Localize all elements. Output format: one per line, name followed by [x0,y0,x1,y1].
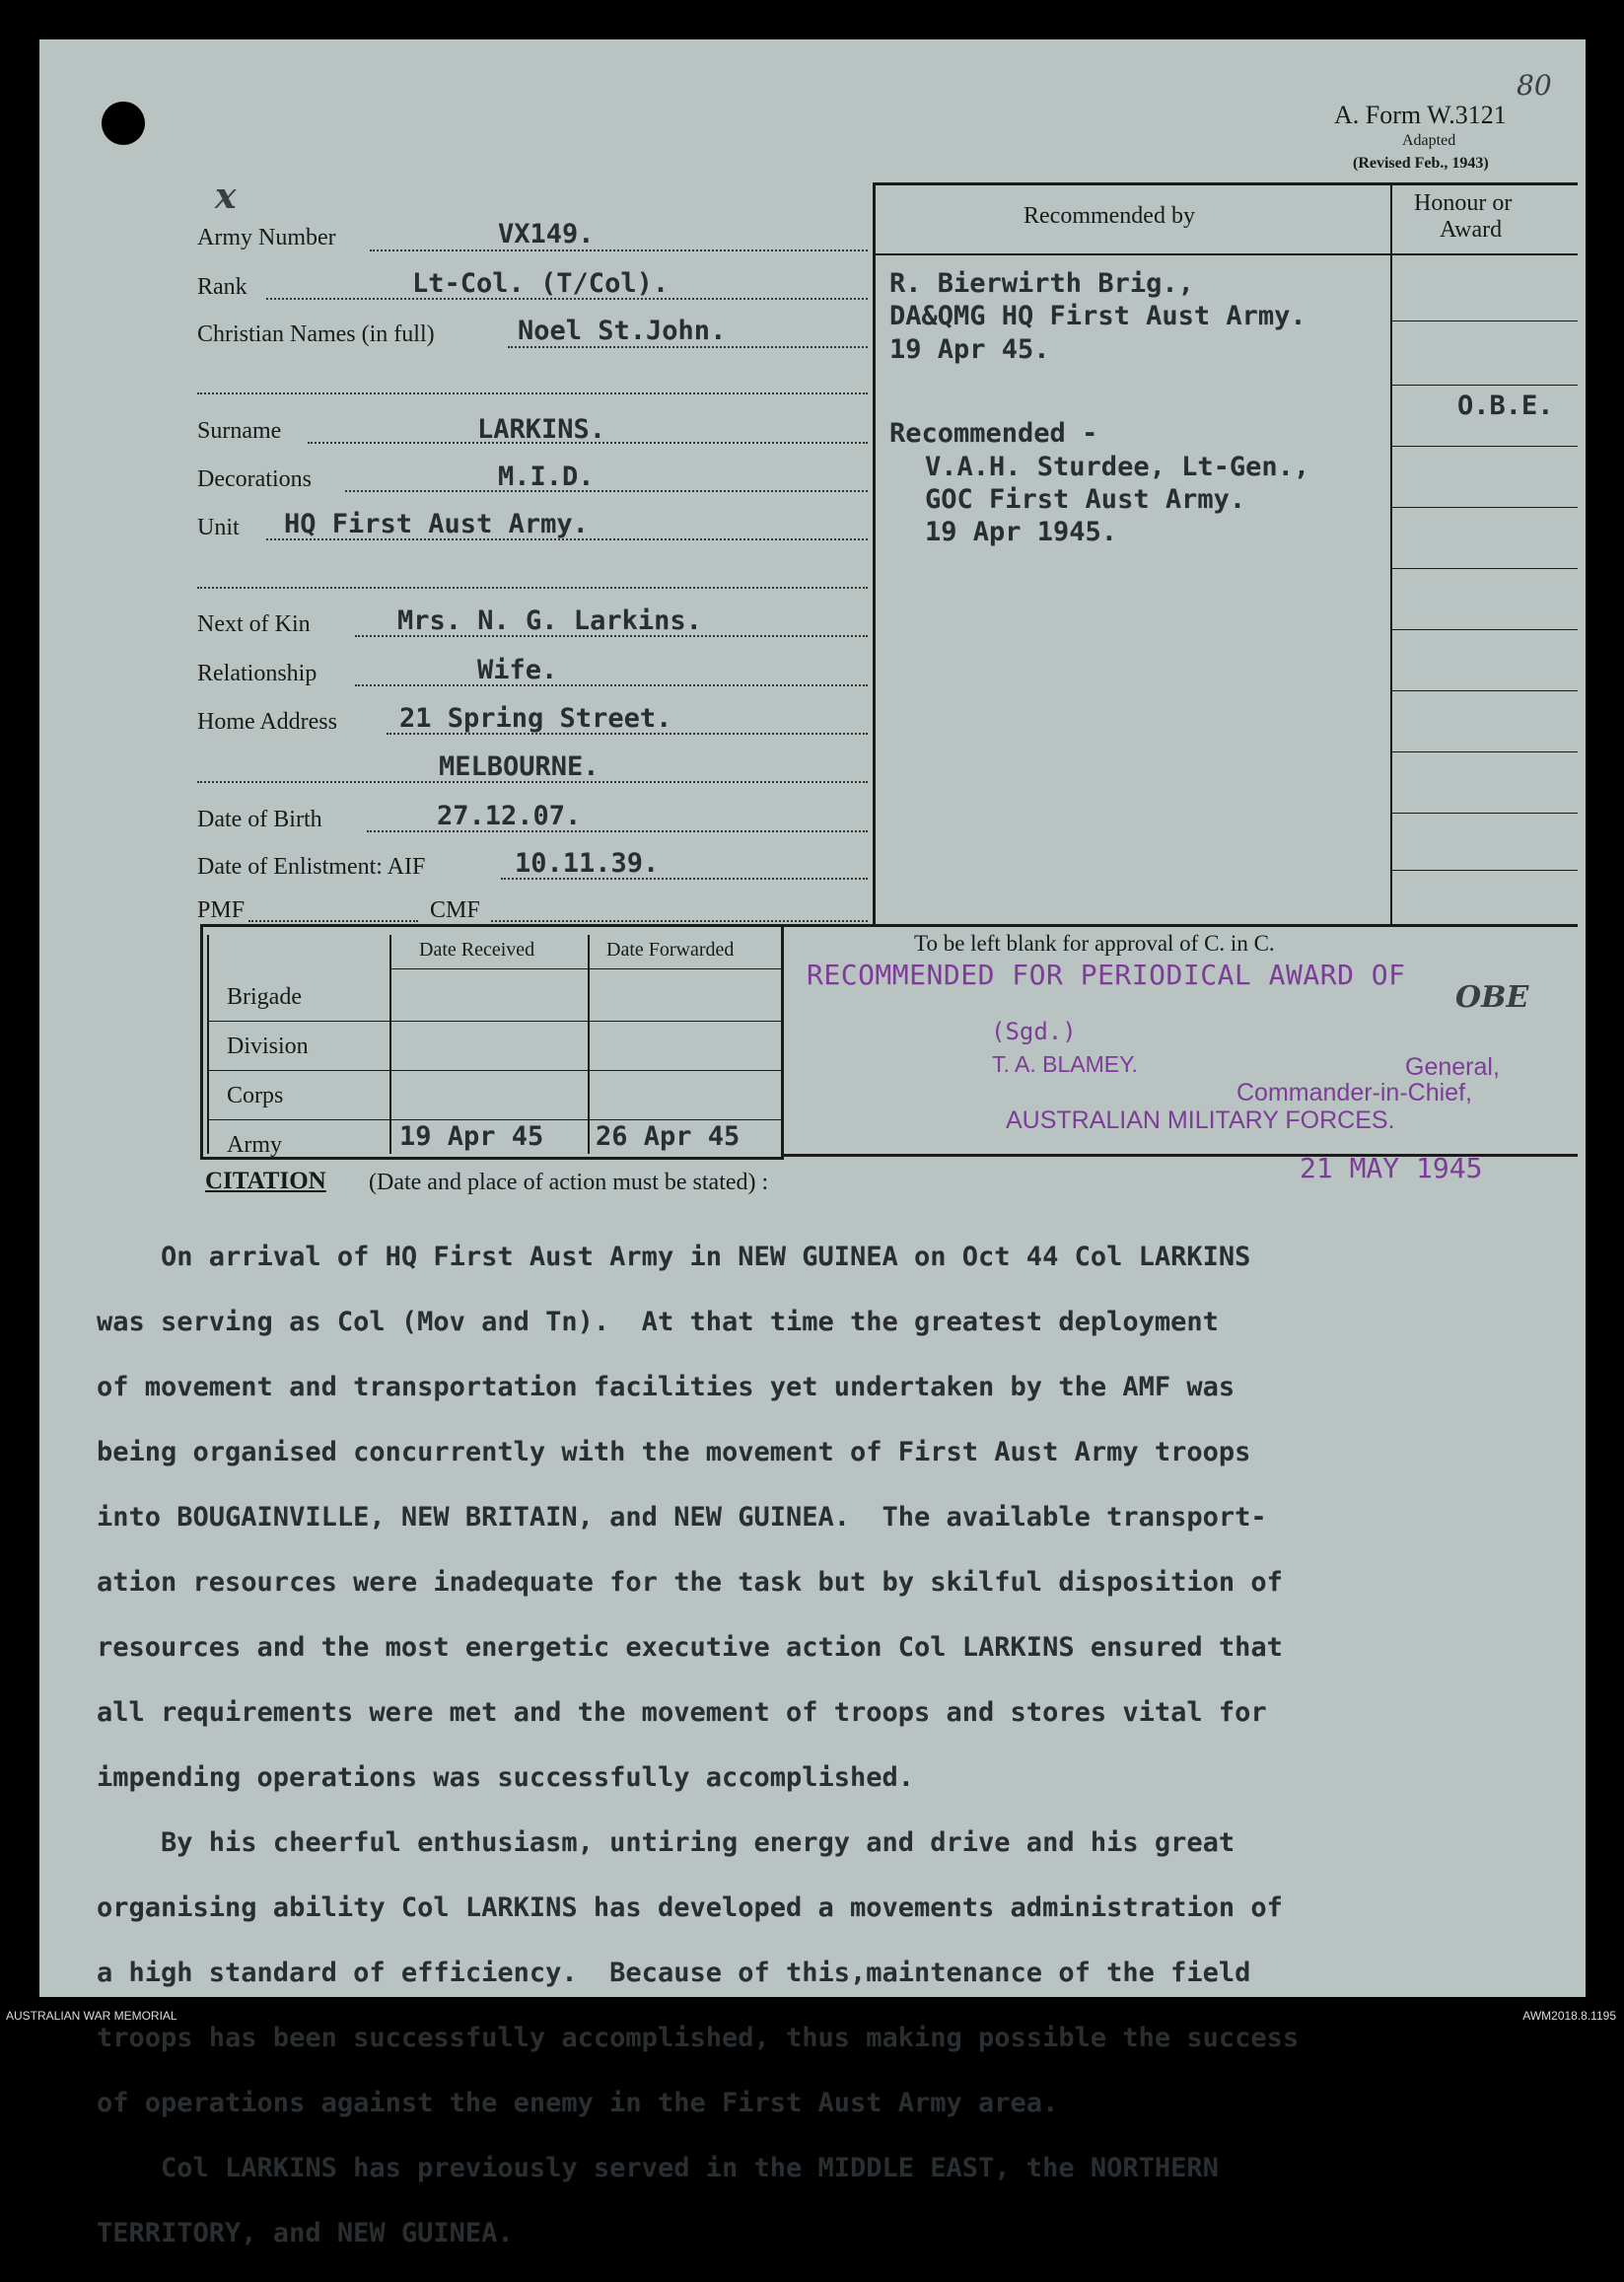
value-relationship: Wife. [477,655,558,685]
citation-line: On arrival of HQ First Aust Army in NEW GUINEA on Oct 44 Col LARKINS [97,1242,1251,1272]
box-row-line [1390,568,1578,569]
header-recommended-by: Recommended by [1024,203,1195,229]
footer-left: AUSTRALIAN WAR MEMORIAL [6,2009,177,2023]
approval-award-handwritten: OBE [1455,980,1529,1015]
box-row-line [1390,385,1578,386]
label-christian-names: Christian Names (in full) [197,321,435,347]
recommender-1-line2: DA&QMG HQ First Aust Army. [889,301,1306,331]
box-row-line [1390,507,1578,508]
header-honour-or: Honour or [1414,190,1513,216]
dotted-line [197,587,868,589]
label-surname: Surname [197,418,282,444]
label-home-address: Home Address [197,709,337,735]
value-army-number: VX149. [498,219,595,250]
recommender-1-line1: R. Bierwirth Brig., [889,268,1194,299]
box-header-underline [873,253,1578,255]
box-row-line [1390,629,1578,630]
table-row-line [207,1119,784,1120]
label-decorations: Decorations [197,466,312,492]
citation-line: was serving as Col (Mov and Tn). At that time the greatest deployment [97,1307,1219,1337]
label-cmf: CMF [430,897,480,923]
label-date-of-enlistment: Date of Enlistment: AIF [197,854,426,880]
table-row-line [207,1070,784,1071]
label-army-number: Army Number [197,225,336,250]
citation-line: being organised concurrently with the movement of First Aust Army troops [97,1437,1251,1467]
approval-stamp-line: RECOMMENDED FOR PERIODICAL AWARD OF [807,959,1406,991]
citation-line: a high standard of efficiency. Because of this,maintenance of the field [97,1958,1251,1988]
value-rank: Lt-Col. (T/Col). [412,268,670,299]
approval-signatory-role: Commander-in-Chief, [1236,1079,1472,1106]
form-adapted: Adapted [1402,132,1456,149]
value-surname: LARKINS. [477,414,606,445]
citation-line: of operations against the enemy in the First Aust Army area. [97,2088,1059,2118]
value-date-of-enlistment: 10.11.39. [515,848,660,879]
handwritten-mark: x [215,176,237,217]
label-next-of-kin: Next of Kin [197,611,311,637]
citation-line: ation resources were inadequate for the task but by skilful disposition of [97,1567,1283,1598]
page-number: 80 [1517,69,1552,102]
dotted-line [248,920,418,922]
value-home-address-line1: 21 Spring Street. [399,703,672,734]
approval-sgd: (Sgd.) [991,1018,1077,1045]
army-date-forwarded: 26 Apr 45 [596,1121,741,1152]
recommender-2-line2: V.A.H. Sturdee, Lt-Gen., [925,452,1310,482]
box-row-line [1390,690,1578,691]
label-relationship: Relationship [197,661,318,686]
dotted-line [508,346,868,348]
label-unit: Unit [197,515,240,540]
box-row-line [1390,870,1578,871]
award-value: O.B.E. [1457,391,1554,421]
value-christian-names: Noel St.John. [518,316,727,346]
row-label-division: Division [227,1034,309,1059]
citation-heading: CITATION [205,1168,326,1194]
dotted-line [370,250,868,251]
label-pmf: PMF [197,897,246,923]
row-label-brigade: Brigade [227,984,302,1010]
citation-line: Col LARKINS has previously served in the MIDDLE EAST, the NORTHERN [97,2153,1219,2183]
value-home-address-line2: MELBOURNE. [439,751,600,782]
citation-line: into BOUGAINVILLE, NEW BRITAIN, and NEW GUINEA. The available transport- [97,1502,1267,1533]
label-rank: Rank [197,274,247,300]
header-date-forwarded: Date Forwarded [606,939,735,961]
header-award: Award [1440,217,1503,243]
recommender-2-line3: GOC First Aust Army. [925,484,1246,515]
value-unit: HQ First Aust Army. [284,509,589,539]
value-decorations: M.I.D. [498,462,595,492]
recommender-2-line1: Recommended - [889,418,1098,449]
value-date-of-birth: 27.12.07. [437,801,582,831]
box-row-line [1390,813,1578,814]
label-date-of-birth: Date of Birth [197,807,322,832]
approval-date-stamp: 21 MAY 1945 [1300,1152,1483,1184]
row-label-corps: Corps [227,1083,284,1108]
box-row-line [1390,751,1578,752]
dotted-line [197,392,868,394]
approval-title: To be left blank for approval of C. in C. [914,931,1275,956]
header-date-received: Date Received [419,939,535,961]
army-date-received: 19 Apr 45 [399,1121,544,1152]
footer-right: AWM2018.8.1195 [1522,2009,1616,2023]
citation-line: impending operations was successfully accomplished. [97,1762,915,1793]
recommender-1-line3: 19 Apr 45. [889,334,1050,365]
table-row-line [389,968,784,969]
citation-line: organising ability Col LARKINS has developed a movements administration of [97,1892,1283,1923]
approval-signatory-force: AUSTRALIAN MILITARY FORCES. [1006,1106,1395,1134]
punch-hole [102,102,145,145]
citation-line: troops has been successfully accomplished, thus making possible the success [97,2023,1300,2053]
citation-line: of movement and transportation facilities yet undertaken by the AMF was [97,1372,1236,1402]
citation-instruction: (Date and place of action must be stated) : [369,1170,769,1195]
dotted-line [345,490,868,492]
approval-signatory-name: T. A. BLAMEY. [992,1051,1138,1077]
table-inner-border [207,935,209,1154]
citation-line: TERRITORY, and NEW GUINEA. [97,2218,514,2248]
row-label-army: Army [227,1132,282,1158]
approval-signatory-rank: General, [1405,1053,1500,1081]
table-row-line [207,1021,784,1022]
value-next-of-kin: Mrs. N. G. Larkins. [397,606,702,636]
citation-text [97,1208,1576,2282]
recommender-2-line4: 19 Apr 1945. [925,517,1118,547]
form-revised: (Revised Feb., 1943) [1353,155,1489,172]
citation-line: resources and the most energetic executive action Col LARKINS ensured that [97,1632,1283,1663]
citation-line: By his cheerful enthusiasm, untiring energy and drive and his great [97,1827,1236,1858]
dotted-line [491,920,868,922]
citation-line: all requirements were met and the movement of troops and stores vital for [97,1697,1267,1728]
form-title: A. Form W.3121 [1334,101,1507,129]
box-row-line [1390,446,1578,447]
dotted-line [355,684,868,686]
